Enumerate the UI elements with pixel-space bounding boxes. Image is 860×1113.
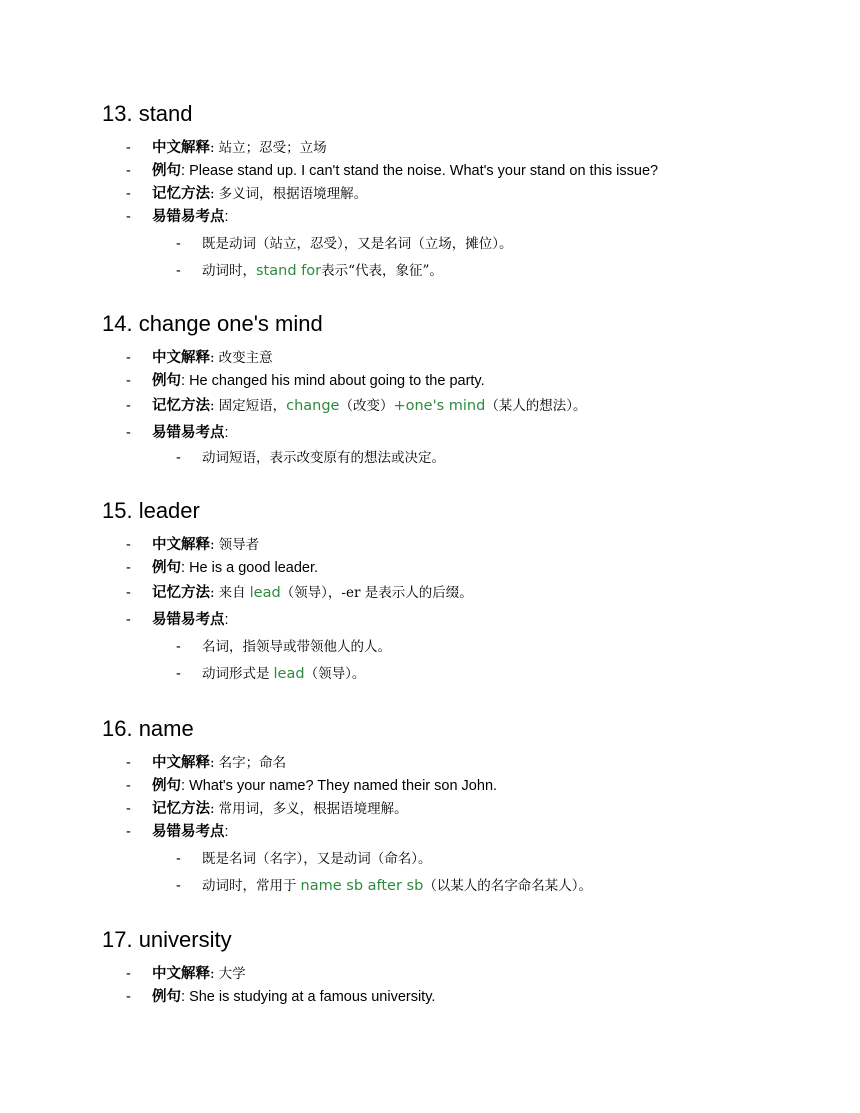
entry-university xyxy=(102,926,802,1009)
memory-text: 多义词，根据语境理解。 xyxy=(218,186,368,202)
bullet-dash: - xyxy=(126,350,131,366)
meaning-item: - 中文解释: 改变主意 xyxy=(102,347,802,370)
bullet-dash: - xyxy=(126,425,131,441)
memory-item: - 记忆方法: 来自 lead（领导），-er 是表示人的后缀。 xyxy=(102,580,802,607)
example-item: - 例句: He is a good leader. xyxy=(102,557,802,580)
example-text: What's your name? They named their son John. xyxy=(189,778,498,794)
bullet-dash: - xyxy=(126,585,131,601)
entry-details xyxy=(102,963,802,1009)
entry-details xyxy=(102,752,802,844)
entry-heading: 17. university xyxy=(102,927,232,952)
entry-heading: 14. change one's mind xyxy=(102,311,323,336)
entry-heading: 15. leader xyxy=(102,498,200,523)
example-item: - 例句: She is studying at a famous university. xyxy=(102,986,802,1009)
pitfall-item: - 易错易考点: xyxy=(102,420,802,447)
pitfall-label: 易错易考点 xyxy=(152,209,225,225)
pitfall-item: - 易错易考点: xyxy=(102,607,802,634)
meaning-label: 中文解释 xyxy=(152,966,210,982)
pitfall-point: - 动词时，stand for表示“代表，象征”。 xyxy=(102,258,802,285)
example-text: Please stand up. I can't stand the noise. What's your stand on this issue? xyxy=(189,163,659,179)
bullet-dash: - xyxy=(126,140,131,156)
bullet-dash: - xyxy=(176,263,181,279)
meaning-item: - 中文解释: 领导者 xyxy=(102,534,802,557)
bullet-dash: - xyxy=(126,163,131,179)
meaning-text: 名字；命名 xyxy=(218,755,287,771)
bullet-dash: - xyxy=(126,612,131,628)
memory-item: - 记忆方法: 常用词，多义，根据语境理解。 xyxy=(102,798,802,821)
highlighted-phrase: change xyxy=(286,398,340,414)
memory-text: 常用词，多义，根据语境理解。 xyxy=(218,801,408,817)
meaning-text: 领导者 xyxy=(218,537,260,553)
bullet-dash: - xyxy=(176,236,181,252)
meaning-item: - 中文解释: 站立；忍受；立场 xyxy=(102,137,802,160)
pitfall-item: - 易错易考点: xyxy=(102,206,802,229)
bullet-dash: - xyxy=(126,209,131,225)
memory-label: 记忆方法 xyxy=(152,186,210,202)
bullet-dash: - xyxy=(126,989,131,1005)
meaning-text: 站立；忍受；立场 xyxy=(218,140,327,156)
pitfall-point: - 名词，指领导或带领他人的人。 xyxy=(102,634,802,661)
pitfall-point: - 既是名词（名字），又是动词（命名）。 xyxy=(102,846,802,873)
highlighted-phrase: stand for xyxy=(256,263,322,279)
pitfall-point: - 动词短语，表示改变原有的想法或决定。 xyxy=(102,447,802,470)
bullet-dash: - xyxy=(126,537,131,553)
bullet-dash: - xyxy=(126,755,131,771)
example-label: 例句 xyxy=(152,373,181,389)
example-text: She is studying at a famous university. xyxy=(189,989,436,1005)
pitfall-label: 易错易考点 xyxy=(152,612,225,628)
meaning-label: 中文解释 xyxy=(152,537,210,553)
example-item: - 例句: What's your name? They named their son John. xyxy=(102,775,802,798)
highlighted-phrase: +one's mind xyxy=(393,398,486,414)
bullet-dash: - xyxy=(176,878,181,894)
bullet-dash: - xyxy=(126,966,131,982)
example-label: 例句 xyxy=(152,989,181,1005)
entry-heading: 13. stand xyxy=(102,101,193,126)
memory-label: 记忆方法 xyxy=(152,801,210,817)
bullet-dash: - xyxy=(126,373,131,389)
memory-item: - 记忆方法: 固定短语，change（改变）+one's mind（某人的想法）。 xyxy=(102,393,802,420)
meaning-label: 中文解释 xyxy=(152,140,210,156)
bullet-dash: - xyxy=(126,186,131,202)
example-label: 例句 xyxy=(152,560,181,576)
memory-item: - 记忆方法: 多义词，根据语境理解。 xyxy=(102,183,802,206)
meaning-text: 大学 xyxy=(218,966,246,982)
pitfall-list xyxy=(102,447,802,470)
example-text: He changed his mind about going to the party. xyxy=(189,373,485,389)
pitfall-label: 易错易考点 xyxy=(152,425,225,441)
bullet-dash: - xyxy=(176,450,181,466)
highlighted-phrase: lead xyxy=(249,585,281,601)
entry-details xyxy=(102,347,802,447)
bullet-dash: - xyxy=(126,778,131,794)
pitfall-item: - 易错易考点: xyxy=(102,821,802,844)
example-label: 例句 xyxy=(152,778,181,794)
pitfall-list xyxy=(102,846,802,900)
entry-leader xyxy=(102,497,802,688)
memory-label: 记忆方法 xyxy=(152,585,210,601)
example-item: - 例句: He changed his mind about going to the party. xyxy=(102,370,802,393)
entry-change-ones-mind xyxy=(102,310,802,470)
pitfall-point: - 动词时，常用于 name sb after sb（以某人的名字命名某人）。 xyxy=(102,873,802,900)
pitfall-point: - 既是动词（站立，忍受），又是名词（立场，摊位）。 xyxy=(102,231,802,258)
meaning-item: - 中文解释: 名字；命名 xyxy=(102,752,802,775)
bullet-dash: - xyxy=(126,824,131,840)
pitfall-list xyxy=(102,634,802,688)
bullet-dash: - xyxy=(176,666,181,682)
highlighted-phrase: name sb after sb xyxy=(300,878,424,894)
entry-details xyxy=(102,137,802,229)
bullet-dash: - xyxy=(126,398,131,414)
meaning-text: 改变主意 xyxy=(218,350,273,366)
example-item: - 例句: Please stand up. I can't stand the noise. What's your stand on this issue? xyxy=(102,160,802,183)
memory-label: 记忆方法 xyxy=(152,398,210,414)
pitfall-list xyxy=(102,231,802,285)
meaning-item: - 中文解释: 大学 xyxy=(102,963,802,986)
example-label: 例句 xyxy=(152,163,181,179)
pitfall-point: - 动词形式是 lead（领导）。 xyxy=(102,661,802,688)
entry-details xyxy=(102,534,802,634)
highlighted-phrase: lead xyxy=(273,666,305,682)
bullet-dash: - xyxy=(176,639,181,655)
meaning-label: 中文解释 xyxy=(152,350,210,366)
example-text: He is a good leader. xyxy=(189,560,319,576)
entry-name xyxy=(102,715,802,900)
pitfall-label: 易错易考点 xyxy=(152,824,225,840)
meaning-label: 中文解释 xyxy=(152,755,210,771)
entry-stand xyxy=(102,100,802,285)
bullet-dash: - xyxy=(126,801,131,817)
entry-heading: 16. name xyxy=(102,716,194,741)
bullet-dash: - xyxy=(176,851,181,867)
bullet-dash: - xyxy=(126,560,131,576)
